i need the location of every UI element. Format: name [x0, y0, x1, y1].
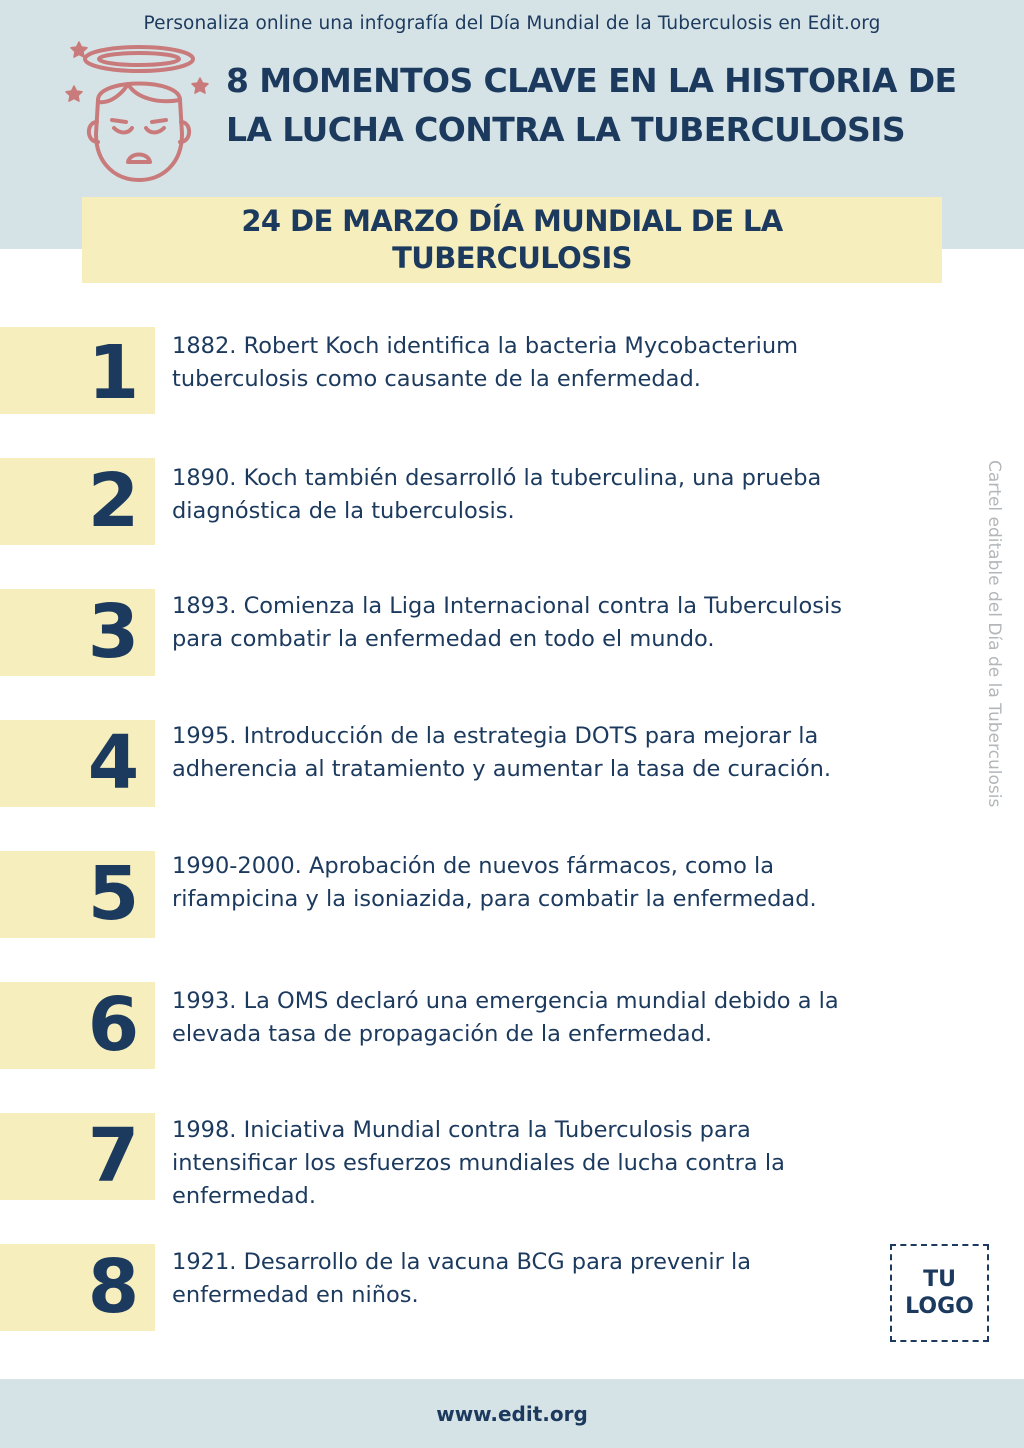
milestone-text: 1893. Comienza la Liga Internacional contra la Tuberculosis para combatir la enfermedad en todo el mundo.: [172, 593, 842, 652]
footer-band: [0, 1379, 1024, 1448]
milestone-text: 1993. La OMS declaró una emergencia mundial debido a la elevada tasa de propagación de la enfermedad.: [172, 988, 839, 1047]
milestone-text: 1921. Desarrollo de la vacuna BCG para prevenir la enfermedad en niños.: [172, 1249, 752, 1308]
milestone-text: 1890. Koch también desarrolló la tuberculina, una prueba diagnóstica de la tuberculosis.: [172, 465, 822, 524]
side-caption: Cartel editable del Día de la Tuberculosis: [984, 460, 1004, 808]
page-title: 8 MOMENTOS CLAVE EN LA HISTORIA DE LA LUCHA CONTRA LA TUBERCULOSIS: [226, 61, 957, 149]
date-banner: [82, 197, 942, 283]
milestone-number: 8: [87, 1244, 138, 1330]
logo-placeholder[interactable]: [890, 1244, 989, 1342]
banner-text: 24 DE MARZO DÍA MUNDIAL DE LA TUBERCULOSIS: [241, 204, 783, 275]
milestone-text: 1990-2000. Aprobación de nuevos fármacos, como la rifampicina y la isoniazida, para combatir la enfermedad.: [172, 853, 817, 912]
milestone-number: 4: [87, 720, 138, 806]
milestone-text: 1998. Iniciativa Mundial contra la Tuberculosis para intensificar los esfuerzos mundiales de lucha contra la enfermedad.: [172, 1117, 785, 1209]
milestone-number: 1: [87, 330, 138, 416]
milestone-number: 5: [87, 851, 138, 937]
milestone-number: 6: [87, 982, 138, 1068]
logo-line-2: LOGO: [905, 1294, 974, 1319]
promo-text: Personaliza online una infografía del Día Mundial de la Tuberculosis en Edit.org: [143, 13, 881, 34]
milestone-number: 7: [87, 1113, 138, 1199]
footer-url[interactable]: www.edit.org: [436, 1401, 588, 1426]
dizzy-face-icon: [62, 38, 212, 186]
milestone-number: 2: [87, 458, 138, 544]
logo-line-1: TU: [923, 1267, 956, 1292]
milestone-text: 1882. Robert Koch identifica la bacteria Mycobacterium tuberculosis como causante de la enfermedad.: [172, 333, 799, 392]
milestone-number: 3: [87, 589, 138, 675]
milestone-text: 1995. Introducción de la estrategia DOTS para mejorar la adherencia al tratamiento y aumentar la tasa de curación.: [172, 723, 832, 782]
